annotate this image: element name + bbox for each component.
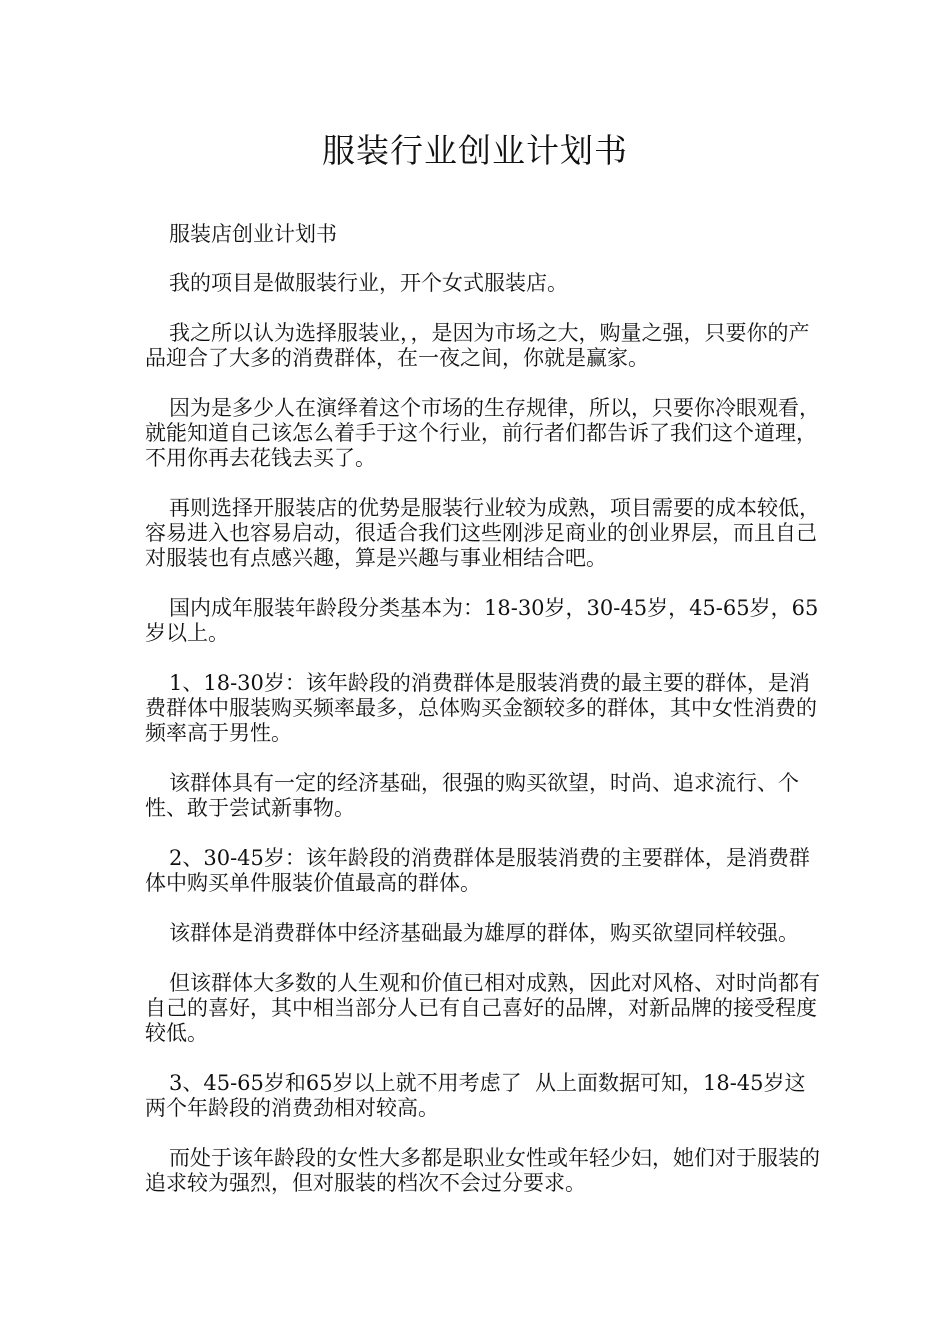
paragraph: 1、18-30岁：该年龄段的消费群体是服装消费的最主要的群体，是消费群体中服装购买频率最多，总体购买金额较多的群体，其中女性消费的频率高于男性。: [145, 671, 817, 745]
paragraph-subtitle: 服装店创业计划书: [169, 222, 337, 246]
paragraph: 因为是多少人在演绎着这个市场的生存规律，所以，只要你冷眼观看，就能知道自己该怎么着手于这个行业，前行者们都告诉了我们这个道理，不用你再去花钱去买了。: [145, 396, 820, 470]
paragraph: 但该群体大多数的人生观和价值已相对成熟，因此对风格、对时尚都有自己的喜好，其中相当部分人已有自己喜好的品牌，对新品牌的接受程度较低。: [145, 971, 820, 1045]
paragraph: 我之所以认为选择服装业，，是因为市场之大，购量之强，只要你的产品迎合了大多的消费群体，在一夜之间，你就是赢家。: [145, 321, 810, 370]
paragraph: 再则选择开服装店的优势是服装行业较为成熟，项目需要的成本较低，容易进入也容易启动，很适合我们这些刚涉足商业的创业界层，而且自己对服装也有点感兴趣，算是兴趣与事业相结合吧。: [145, 496, 820, 570]
paragraph: 3、45-65岁和65岁以上就不用考虑了 从上面数据可知，18-45岁这两个年龄段的消费劲相对较高。: [145, 1071, 806, 1120]
paragraph: 2、30-45岁：该年龄段的消费群体是服装消费的主要群体，是消费群体中购买单件服装价值最高的群体。: [145, 846, 810, 895]
paragraph: 该群体是消费群体中经济基础最为雄厚的群体，购买欲望同样较强。: [169, 921, 799, 945]
paragraph: 我的项目是做服装行业，开个女式服装店。: [169, 271, 568, 295]
paragraph: 国内成年服装年龄段分类基本为：18-30岁，30-45岁，45-65岁，65岁以上。: [145, 596, 819, 645]
document-title: 服装行业创业计划书: [322, 131, 628, 170]
paragraph: 而处于该年龄段的女性大多都是职业女性或年轻少妇，她们对于服装的追求较为强烈，但对服装的档次不会过分要求。: [145, 1146, 820, 1195]
paragraph: 该群体具有一定的经济基础，很强的购买欲望，时尚、追求流行、个性、敢于尝试新事物。: [145, 771, 799, 820]
document-body: [145, 222, 825, 1221]
